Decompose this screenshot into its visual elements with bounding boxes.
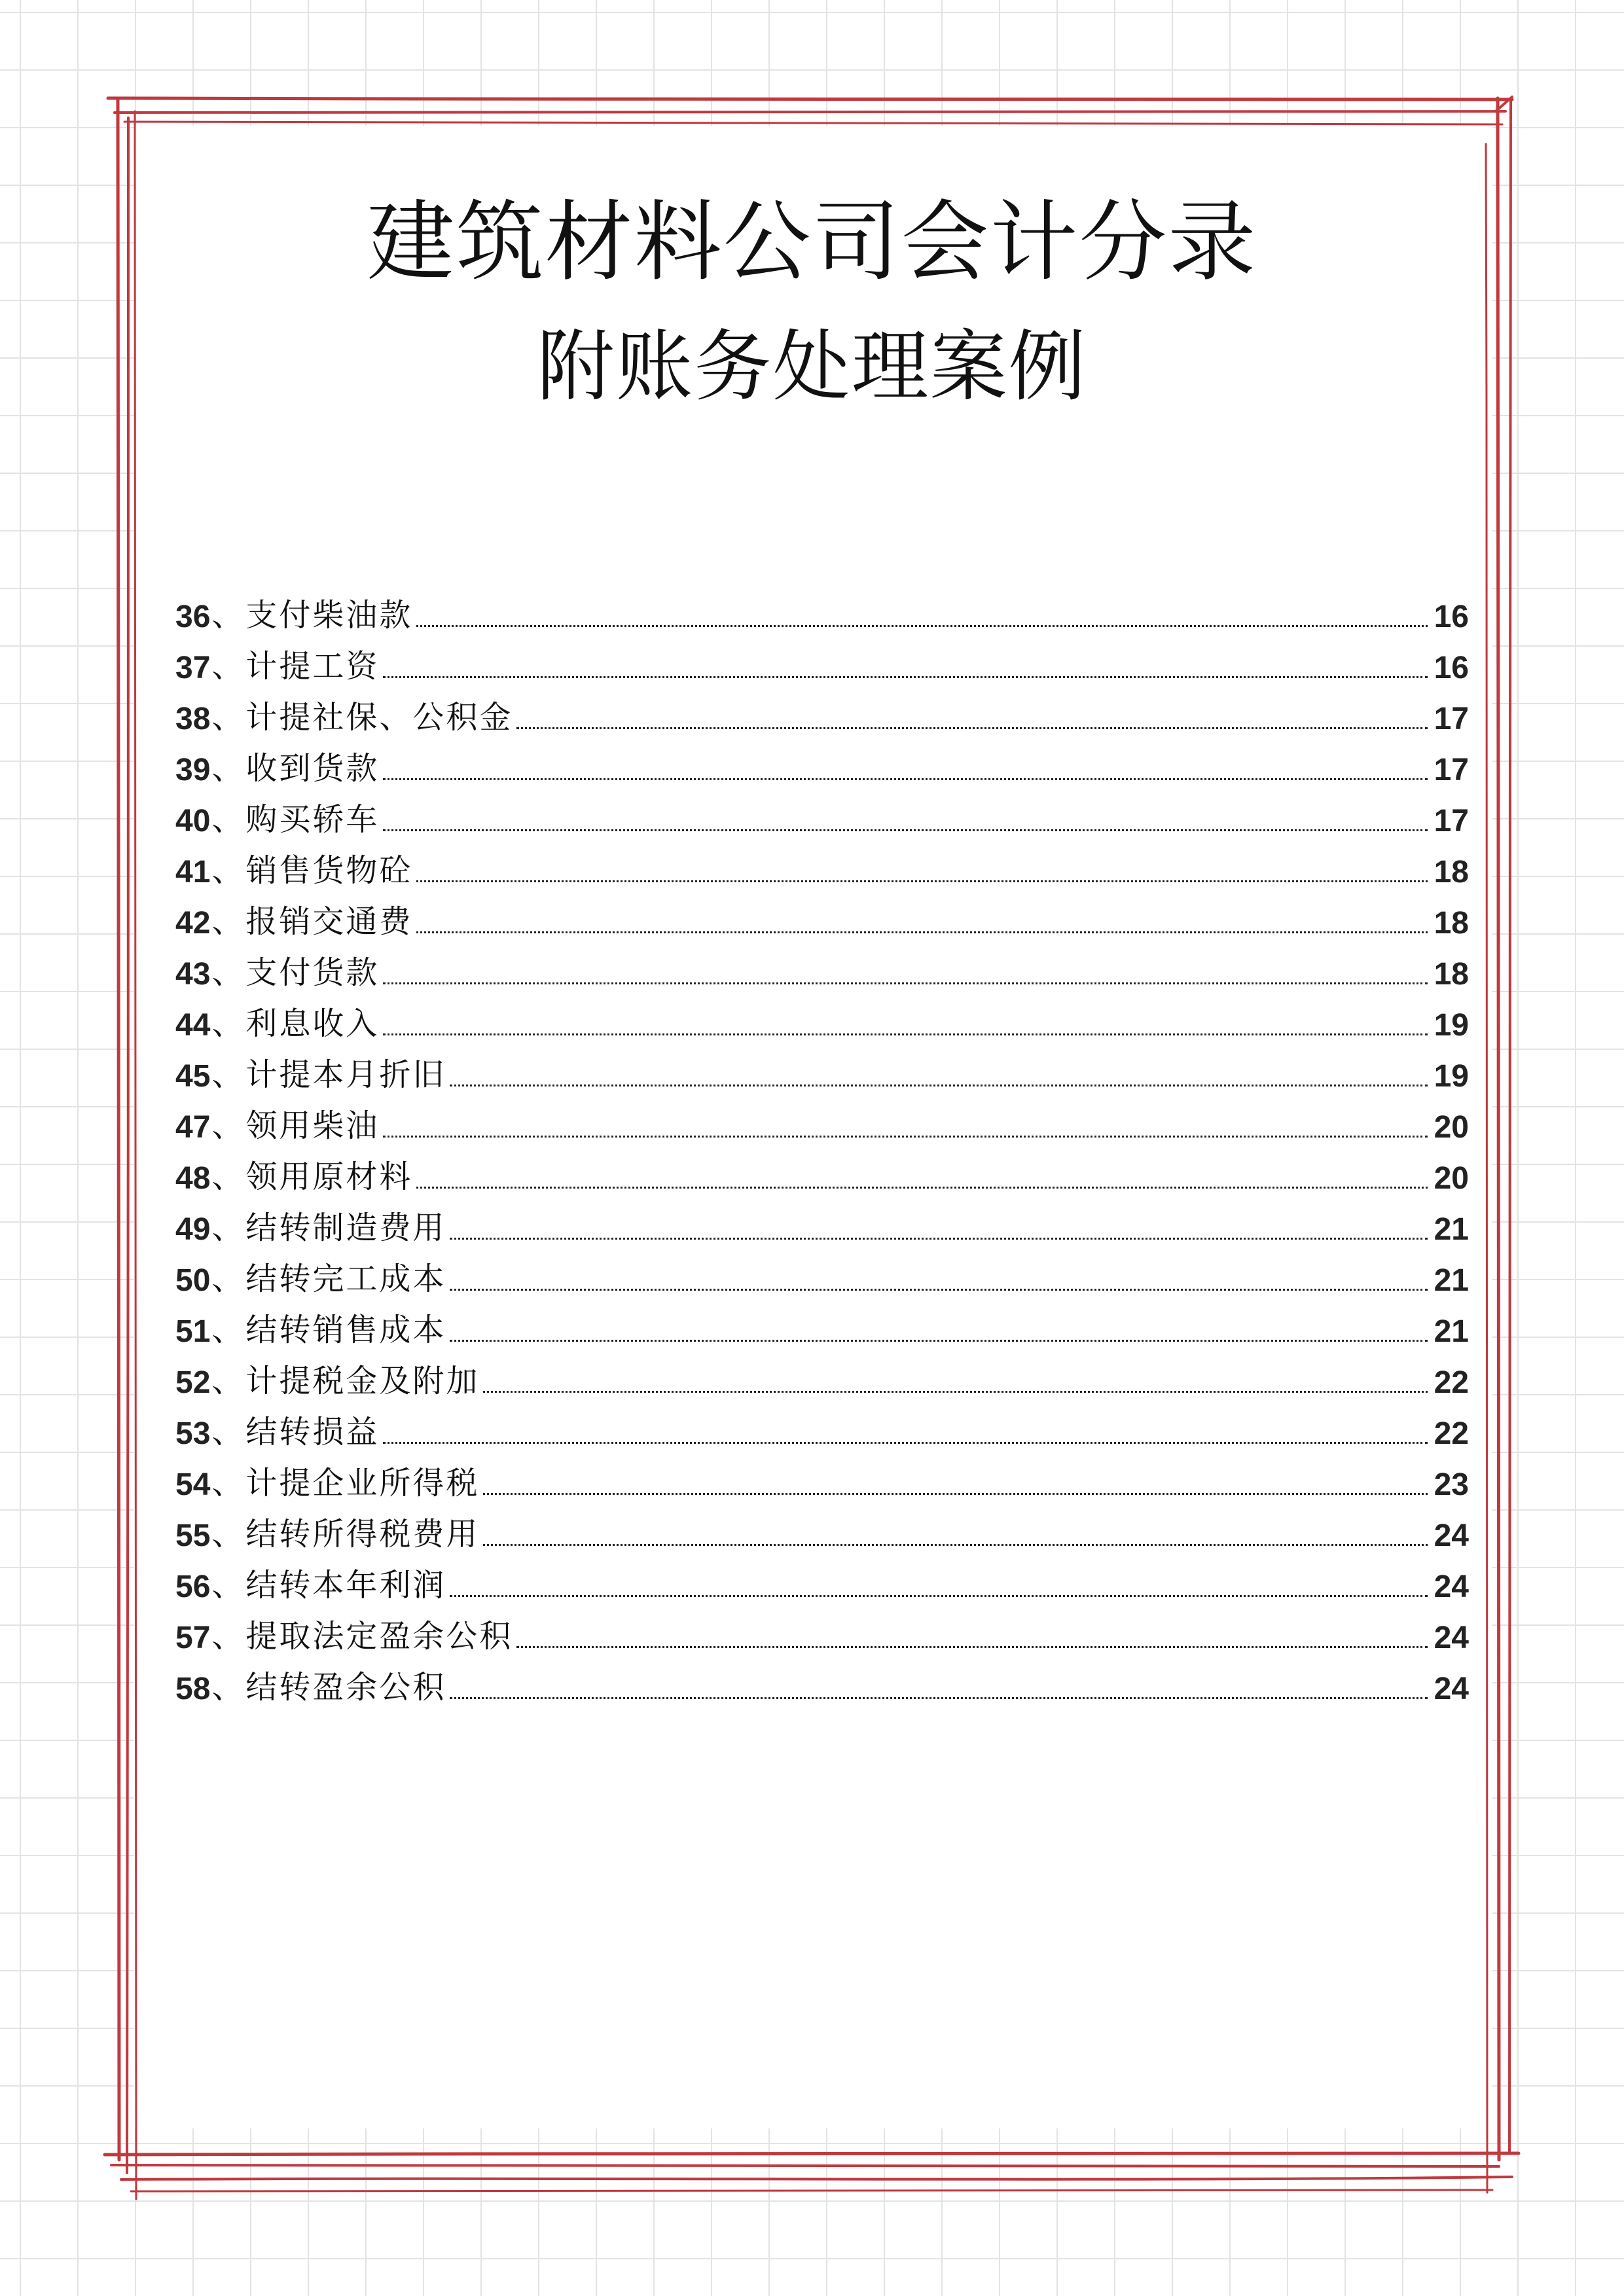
frame-top-line [124,122,1502,124]
toc-entry-page: 18 [1434,957,1469,992]
toc-entry-page: 18 [1434,906,1469,941]
toc-entry-label: 计提企业所得税 [245,1465,480,1501]
toc-entry-number: 50 [175,1263,211,1298]
toc-entry-number: 36 [175,600,211,634]
toc-entry-number: 41 [175,855,211,889]
toc-entry-number: 52 [175,1365,211,1400]
toc-entry-label: 报销交通费 [245,903,413,940]
toc-entry-separator: 、 [211,1516,244,1552]
toc-entry-page: 19 [1434,1008,1469,1043]
toc-entry[interactable] [175,1043,1469,1094]
toc-entry[interactable] [175,1656,1469,1707]
toc-entry-label: 计提本月折旧 [245,1056,446,1093]
toc-entry-number: 40 [175,804,211,838]
toc-entry-page: 23 [1434,1467,1469,1502]
toc-entry[interactable] [175,1196,1469,1247]
toc-entry[interactable] [175,839,1469,890]
toc-entry-separator: 、 [211,1261,244,1297]
toc-entry-page: 18 [1434,855,1469,889]
toc-entry-label: 销售货物砼 [245,852,413,889]
toc-entry-page: 16 [1434,600,1469,634]
toc-entry[interactable] [175,992,1469,1043]
frame-bottom-line [105,2153,1519,2155]
toc-entry-separator: 、 [211,1669,244,1706]
toc-dot-leader [383,1136,1427,1138]
toc-entry-number: 48 [175,1161,211,1196]
frame-bottom-line [111,2165,1499,2166]
toc-entry-number: 51 [175,1314,211,1349]
toc-entry-number: 47 [175,1110,211,1145]
toc-entry[interactable] [175,686,1469,737]
frame-right-line [1486,144,1487,2193]
toc-entry-number: 37 [175,651,211,685]
toc-entry[interactable] [175,788,1469,839]
toc-entry-separator: 、 [211,750,244,787]
toc-dot-leader [416,1187,1427,1189]
toc-entry-label: 领用柴油 [245,1107,380,1144]
toc-entry-label: 提取法定盈余公积 [245,1618,513,1655]
toc-entry-label: 结转盈余公积 [245,1669,446,1706]
toc-dot-leader [383,1033,1427,1035]
toc-dot-leader [450,1595,1427,1597]
toc-entry[interactable] [175,1605,1469,1656]
document-subtitle: 附账务处理案例 [537,321,1087,412]
toc-entry-page: 21 [1434,1263,1469,1298]
frame-bottom-line [131,2190,1492,2191]
toc-entry-separator: 、 [211,903,244,940]
toc-entry[interactable] [175,1094,1469,1145]
document-title: 建筑材料公司会计分录 [367,191,1257,293]
toc-entry-number: 49 [175,1212,211,1247]
toc-entry-separator: 、 [211,1158,244,1195]
toc-entry[interactable] [175,635,1469,686]
toc-entry-number: 54 [175,1467,211,1502]
toc-entry-page: 21 [1434,1314,1469,1349]
toc-entry-page: 19 [1434,1059,1469,1094]
toc-dot-leader [383,778,1427,780]
toc-entry-label: 收到货款 [245,750,380,787]
toc-dot-leader [383,1442,1427,1444]
toc-dot-leader [483,1391,1427,1393]
toc-entry-number: 42 [175,906,211,941]
toc-dot-leader [450,1340,1427,1342]
toc-entry-page: 24 [1434,1570,1469,1604]
toc-entry-label: 计提税金及附加 [245,1363,480,1399]
toc-dot-leader [416,931,1427,933]
toc-entry-number: 55 [175,1518,211,1553]
toc-dot-leader [483,1493,1427,1495]
toc-entry[interactable] [175,1247,1469,1299]
toc-entry-number: 39 [175,753,211,787]
toc-entry-page: 24 [1434,1621,1469,1655]
toc-entry-separator: 、 [211,699,244,736]
toc-entry-separator: 、 [211,1414,244,1450]
toc-entry-page: 24 [1434,1518,1469,1553]
toc-entry-separator: 、 [211,1618,244,1655]
toc-dot-leader [383,982,1427,984]
toc-dot-leader [450,1085,1427,1086]
toc-entry-page: 22 [1434,1416,1469,1451]
toc-entry-separator: 、 [211,1056,244,1093]
toc-dot-leader [383,676,1427,678]
toc-entry[interactable] [175,941,1469,992]
toc-entry-separator: 、 [211,648,244,685]
toc-dot-leader [483,1544,1427,1546]
toc-entry-label: 计提社保、公积金 [245,699,513,736]
toc-entry-label: 结转完工成本 [245,1261,446,1297]
toc-entry-page: 22 [1434,1365,1469,1400]
toc-entry-separator: 、 [211,1567,244,1604]
toc-dot-leader [383,829,1427,831]
toc-entry-number: 44 [175,1008,211,1043]
toc-entry-label: 购买轿车 [245,801,380,838]
toc-dot-leader [516,1646,1427,1648]
toc-entry[interactable] [175,737,1469,788]
toc-entry-page: 17 [1434,753,1469,787]
toc-entry-separator: 、 [211,1312,244,1348]
toc-entry-separator: 、 [211,597,244,634]
toc-entry[interactable] [175,1401,1469,1452]
toc-entry-label: 领用原材料 [245,1158,413,1195]
toc-entry-page: 24 [1434,1672,1469,1706]
toc-dot-leader [416,880,1427,882]
toc-entry-label: 支付柴油款 [245,597,413,634]
toc-dot-leader [450,1697,1427,1699]
toc-entry[interactable] [175,1452,1469,1503]
toc-entry[interactable] [175,1554,1469,1605]
toc-dot-leader [450,1289,1427,1291]
toc-entry-label: 支付货款 [245,954,380,991]
frame-left-line [127,118,128,2173]
frame-left-line [135,111,136,2199]
toc-entry-label: 结转所得税费用 [245,1516,480,1552]
toc-entry-number: 45 [175,1059,211,1094]
toc-entry-label: 结转销售成本 [245,1312,446,1348]
toc-entry-separator: 、 [211,1465,244,1501]
toc-entry-separator: 、 [211,801,244,838]
toc-entry-separator: 、 [211,954,244,991]
toc-dot-leader [516,727,1427,729]
toc-entry-label: 计提工资 [245,648,380,685]
toc-entry[interactable] [175,584,1469,635]
toc-entry-separator: 、 [211,852,244,889]
toc-entry-page: 20 [1434,1161,1469,1196]
toc-entry[interactable] [175,1350,1469,1401]
table-of-contents [175,584,1469,1707]
toc-dot-leader [416,625,1427,627]
toc-entry-label: 结转本年利润 [245,1567,446,1604]
toc-entry-label: 结转制造费用 [245,1210,446,1246]
toc-entry-number: 56 [175,1570,211,1604]
toc-entry-page: 20 [1434,1110,1469,1145]
toc-entry-page: 17 [1434,702,1469,736]
toc-entry[interactable] [175,1145,1469,1196]
toc-entry-separator: 、 [211,1005,244,1042]
toc-entry-number: 38 [175,702,211,736]
frame-bottom-line [121,2177,1512,2179]
toc-entry[interactable] [175,1299,1469,1350]
toc-entry-number: 57 [175,1621,211,1655]
toc-entry-page: 16 [1434,651,1469,685]
toc-entry-separator: 、 [211,1107,244,1144]
toc-dot-leader [450,1238,1427,1240]
toc-entry-label: 结转损益 [245,1414,380,1450]
frame-top-line [115,111,1506,113]
toc-entry-page: 21 [1434,1212,1469,1247]
toc-entry[interactable] [175,890,1469,941]
toc-entry-number: 58 [175,1672,211,1706]
toc-entry-separator: 、 [211,1210,244,1246]
toc-entry-number: 53 [175,1416,211,1451]
toc-entry-label: 利息收入 [245,1005,380,1042]
toc-entry-number: 43 [175,957,211,992]
toc-entry-separator: 、 [211,1363,244,1399]
toc-entry-page: 17 [1434,804,1469,838]
frame-top-line [108,98,1512,99]
toc-entry[interactable] [175,1503,1469,1554]
